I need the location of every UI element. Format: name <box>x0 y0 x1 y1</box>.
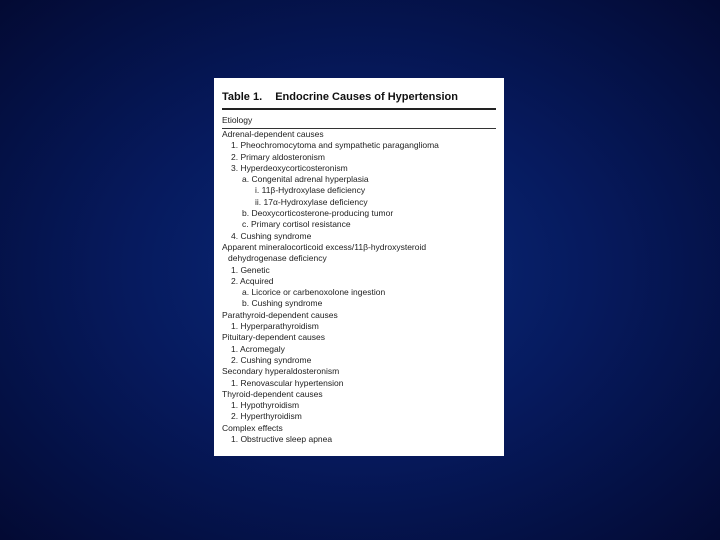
table-row: ii. 17α-Hydroxylase deficiency <box>255 196 368 207</box>
table-row: dehydrogenase deficiency <box>228 253 327 264</box>
table-title <box>222 86 496 110</box>
table-row: 2. Acquired <box>231 275 274 286</box>
table-row: 4. Cushing syndrome <box>231 230 312 241</box>
table-row: Apparent mineralocorticoid excess/11β-hydroxysteroid <box>222 241 427 252</box>
table-row: b. Cushing syndrome <box>242 298 323 309</box>
table-row: Parathyroid-dependent causes <box>222 309 338 320</box>
table-number: Table 1. <box>222 91 263 103</box>
table-row: 1. Obstructive sleep apnea <box>231 434 333 445</box>
table-row: 1. Genetic <box>231 264 270 275</box>
table-row: 1. Acromegaly <box>231 343 285 354</box>
table-row: Adrenal-dependent causes <box>222 129 324 139</box>
table-row: 2. Hyperthyroidism <box>231 411 302 422</box>
table-row: 3. Hyperdeoxycorticosteronism <box>231 162 348 173</box>
table-row: 1. Hypothyroidism <box>231 400 300 411</box>
table-row: Pituitary-dependent causes <box>222 332 326 343</box>
table-row: c. Primary cortisol resistance <box>242 219 351 230</box>
table-row: 1. Renovascular hypertension <box>231 377 344 388</box>
table-row: 2. Primary aldosteronism <box>231 151 326 162</box>
table-row: Secondary hyperaldosteronism <box>222 366 340 377</box>
table-row: Thyroid-dependent causes <box>222 388 323 399</box>
table-image <box>214 78 504 456</box>
table-row: Complex effects <box>222 422 283 433</box>
table-row: 1. Pheochromocytoma and sympathetic paraganglioma <box>231 140 439 151</box>
table-row: 2. Cushing syndrome <box>231 354 312 365</box>
table-body <box>222 129 496 448</box>
table-row: a. Licorice or carbenoxolone ingestion <box>242 287 386 298</box>
table-row: i. 11β-Hydroxylase deficiency <box>255 185 366 196</box>
table-title-text: Endocrine Causes of Hypertension <box>275 91 458 103</box>
column-header: Etiology <box>222 112 496 129</box>
table-row: a. Congenital adrenal hyperplasia <box>242 174 369 185</box>
table-row: b. Deoxycorticosterone-producing tumor <box>242 208 394 219</box>
table-row: 1. Hyperparathyroidism <box>231 321 319 332</box>
